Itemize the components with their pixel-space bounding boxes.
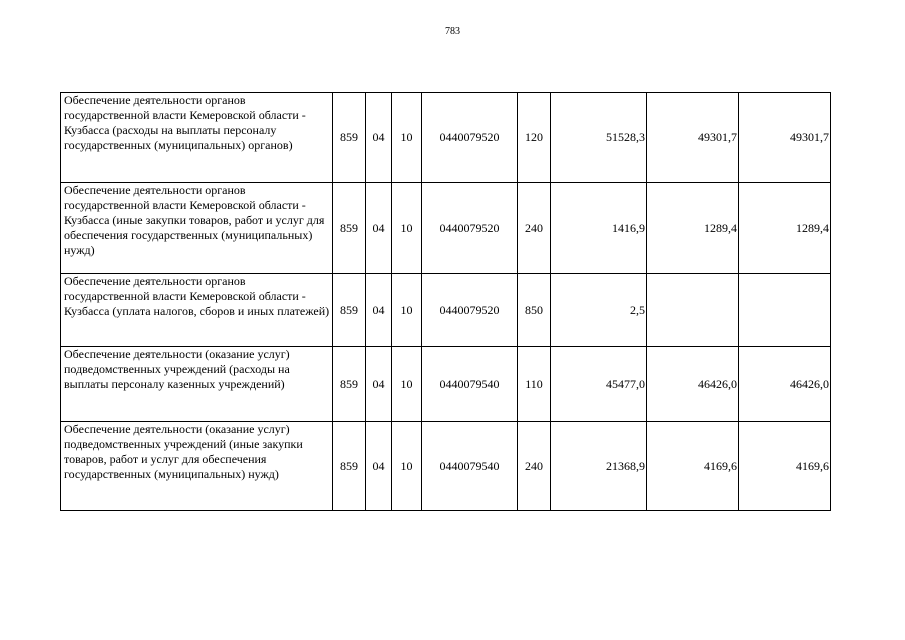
row-description: Обеспечение деятельности органов государственной власти Кемеровской области - Кузбасса (иные закупки товаров, работ и услуг для обеспечения государственных (муниципальных) нужд)	[61, 183, 333, 274]
section-code: 04	[366, 93, 392, 183]
row-description: Обеспечение деятельности органов государственной власти Кемеровской области - Кузбасса (уплата налогов, сборов и иных платежей)	[61, 274, 333, 347]
expense-type-code: 240	[518, 183, 551, 274]
amount-year-2: 4169,6	[647, 422, 739, 511]
target-code: 0440079520	[422, 93, 518, 183]
ministry-code: 859	[333, 274, 366, 347]
amount-year-2: 46426,0	[647, 347, 739, 422]
target-code: 0440079540	[422, 422, 518, 511]
table-row	[61, 93, 831, 183]
expense-type-code: 110	[518, 347, 551, 422]
table-row	[61, 347, 831, 422]
ministry-code: 859	[333, 347, 366, 422]
target-code: 0440079520	[422, 183, 518, 274]
amount-year-2	[647, 274, 739, 347]
amount-year-3: 4169,6	[739, 422, 831, 511]
subsection-code: 10	[392, 422, 422, 511]
section-code: 04	[366, 274, 392, 347]
subsection-code: 10	[392, 274, 422, 347]
budget-table	[60, 92, 831, 511]
section-code: 04	[366, 183, 392, 274]
amount-year-2: 49301,7	[647, 93, 739, 183]
amount-year-1: 2,5	[551, 274, 647, 347]
amount-year-1: 45477,0	[551, 347, 647, 422]
subsection-code: 10	[392, 93, 422, 183]
amount-year-1: 51528,3	[551, 93, 647, 183]
subsection-code: 10	[392, 183, 422, 274]
amount-year-3: 49301,7	[739, 93, 831, 183]
amount-year-1: 1416,9	[551, 183, 647, 274]
row-description: Обеспечение деятельности (оказание услуг) подведомственных учреждений (иные закупки товаров, работ и услуг для обеспечения государственных (муниципальных) нужд)	[61, 422, 333, 511]
table-row	[61, 422, 831, 511]
target-code: 0440079520	[422, 274, 518, 347]
amount-year-2: 1289,4	[647, 183, 739, 274]
section-code: 04	[366, 422, 392, 511]
ministry-code: 859	[333, 93, 366, 183]
table-row	[61, 183, 831, 274]
amount-year-1: 21368,9	[551, 422, 647, 511]
amount-year-3: 1289,4	[739, 183, 831, 274]
page-number: 783	[445, 26, 460, 37]
section-code: 04	[366, 347, 392, 422]
row-description: Обеспечение деятельности органов государственной власти Кемеровской области - Кузбасса (расходы на выплаты персоналу государственных (муниципальных) органов)	[61, 93, 333, 183]
subsection-code: 10	[392, 347, 422, 422]
expense-type-code: 850	[518, 274, 551, 347]
row-description: Обеспечение деятельности (оказание услуг) подведомственных учреждений (расходы на выплаты персоналу казенных учреждений)	[61, 347, 333, 422]
table-row	[61, 274, 831, 347]
ministry-code: 859	[333, 422, 366, 511]
amount-year-3	[739, 274, 831, 347]
target-code: 0440079540	[422, 347, 518, 422]
amount-year-3: 46426,0	[739, 347, 831, 422]
ministry-code: 859	[333, 183, 366, 274]
expense-type-code: 240	[518, 422, 551, 511]
expense-type-code: 120	[518, 93, 551, 183]
